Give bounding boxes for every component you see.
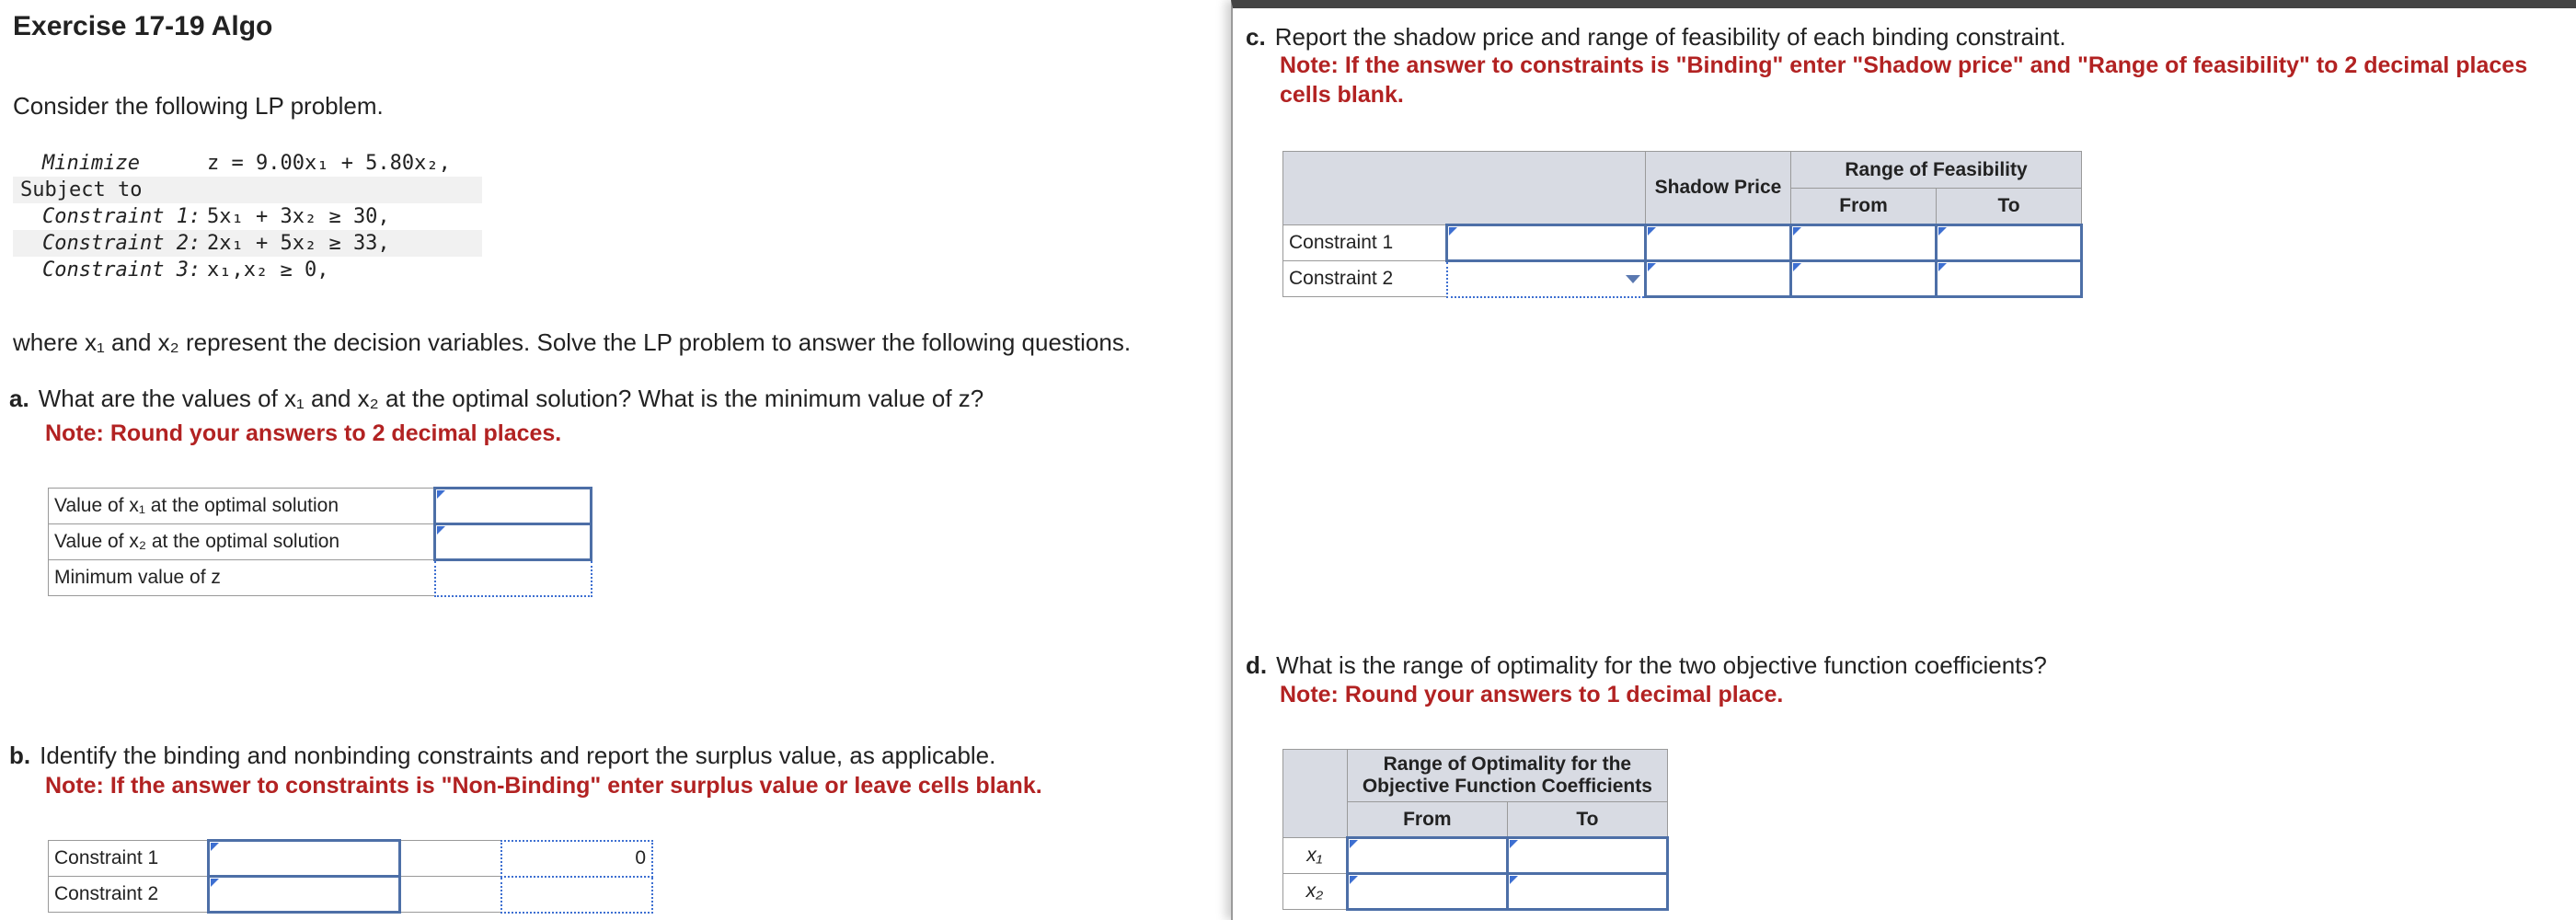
part-d-question [1246,651,2047,680]
shadow-price-input[interactable] [1646,261,1791,297]
row-label: Constraint 1 [49,841,209,877]
part-a-table [48,487,592,597]
table-row [1283,838,1668,874]
table-row [1283,261,2082,297]
row-label: Minimum value of z [49,560,435,596]
feasibility-to-input[interactable] [1937,261,2082,297]
lp-label: Constraint 2: [42,232,201,255]
table-row [49,489,592,524]
blank-cell [400,877,501,913]
constraint-status-dropdown[interactable] [1447,261,1646,297]
chevron-down-icon[interactable] [1626,275,1640,283]
lp-label: Constraint 1: [42,205,201,228]
from-header: From [1791,189,1937,225]
part-c-table [1282,151,2083,298]
feasibility-to-input[interactable] [1937,225,2082,261]
where-text: where x₁ and x₂ represent the decision variables. Solve the LP problem to answer the following questions. [13,328,1132,356]
lp-label: Minimize [42,152,140,175]
range-feasibility-header: Range of Feasibility [1791,152,2082,189]
question-text: Report the shadow price and range of feasibility of each binding constraint. [1274,23,2066,51]
optimality-from-input[interactable] [1347,838,1507,874]
shadow-price-input[interactable] [1646,225,1791,261]
feasibility-from-input[interactable] [1791,225,1937,261]
blank-header [1283,750,1348,838]
row-label: x₂ [1283,874,1348,910]
header-row [1283,750,1668,802]
from-header: From [1347,802,1507,838]
part-letter: c. [1246,23,1266,51]
lp-expression: z = 9.00x₁ + 5.80x₂, [207,152,451,175]
row-label: Value of x₁ at the optimal solution [49,489,435,524]
surplus-input[interactable] [501,877,653,913]
part-d-note: Note: Round your answers to 1 decimal place. [1280,682,1784,707]
intro-text: Consider the following LP problem. [13,92,384,120]
row-label: Constraint 2 [49,877,209,913]
binding-status-select[interactable] [209,841,400,877]
header-line: Objective Function Coefficients [1362,776,1652,797]
lp-objective-row [13,150,482,177]
lp-expression: 2x₁ + 5x₂ ≥ 33, [207,232,390,255]
blank-cell [400,841,501,877]
part-letter: d. [1246,651,1268,679]
row-label: x₁ [1283,838,1348,874]
question-text: What are the values of x₁ and x₂ at the optimal solution? What is the minimum value of z? [38,385,984,412]
table-row [49,877,653,913]
part-b-note: Note: If the answer to constraints is "Non-Binding" enter surplus value or leave cells blank. [45,773,1042,799]
constraint-status-select[interactable] [1447,225,1646,261]
lp-formulation [13,150,482,283]
feasibility-from-input[interactable] [1791,261,1937,297]
lp-subject-row [13,177,482,203]
lp-constraint-row [13,230,482,257]
lp-constraint-row [13,257,482,283]
optimality-from-input[interactable] [1347,874,1507,910]
table-row [1283,874,1668,910]
binding-status-select[interactable] [209,877,400,913]
table-row [49,524,592,560]
part-letter: b. [9,742,31,769]
header-line: Range of Optimality for the [1383,753,1632,775]
to-header: To [1937,189,2082,225]
header-row [1283,152,2082,189]
blank-header [1283,152,1646,225]
lp-constraint-row [13,203,482,230]
part-d-table [1282,749,1669,911]
part-c-note-line2: cells blank. [1280,82,1404,108]
part-a-note: Note: Round your answers to 2 decimal places. [45,420,562,446]
optimality-to-input[interactable] [1507,874,1667,910]
range-optimality-header [1347,750,1667,802]
question-text: Identify the binding and nonbinding constraints and report the surplus value, as applicable. [40,742,996,769]
left-pane [0,0,1231,920]
row-label: Constraint 1 [1283,225,1447,261]
part-letter: a. [9,385,29,412]
question-text: What is the range of optimality for the two objective function coefficients? [1276,651,2047,679]
surplus-input[interactable]: 0 [501,841,653,877]
optimality-to-input[interactable] [1507,838,1667,874]
part-c-question [1246,23,2066,52]
part-b-table [48,839,653,914]
lp-expression: x₁,x₂ ≥ 0, [207,259,329,282]
x1-value-input[interactable] [435,489,592,524]
table-row [49,560,592,596]
part-a-question [9,385,983,413]
row-label: Constraint 2 [1283,261,1447,297]
part-c-note-line1: Note: If the answer to constraints is "Binding" enter "Shadow price" and "Range of feasibility" to 2 decimal places [1280,52,2528,78]
right-pane [1231,0,2576,920]
exercise-title: Exercise 17-19 Algo [13,11,273,41]
table-row [49,841,653,877]
lp-label: Subject to [20,178,143,201]
row-label: Value of x₂ at the optimal solution [49,524,435,560]
to-header: To [1507,802,1667,838]
part-b-question [9,742,995,770]
min-z-input[interactable] [435,560,592,596]
shadow-price-header: Shadow Price [1646,152,1791,225]
lp-label: Constraint 3: [42,259,201,282]
table-row [1283,225,2082,261]
x2-value-input[interactable] [435,524,592,560]
lp-expression: 5x₁ + 3x₂ ≥ 30, [207,205,390,228]
